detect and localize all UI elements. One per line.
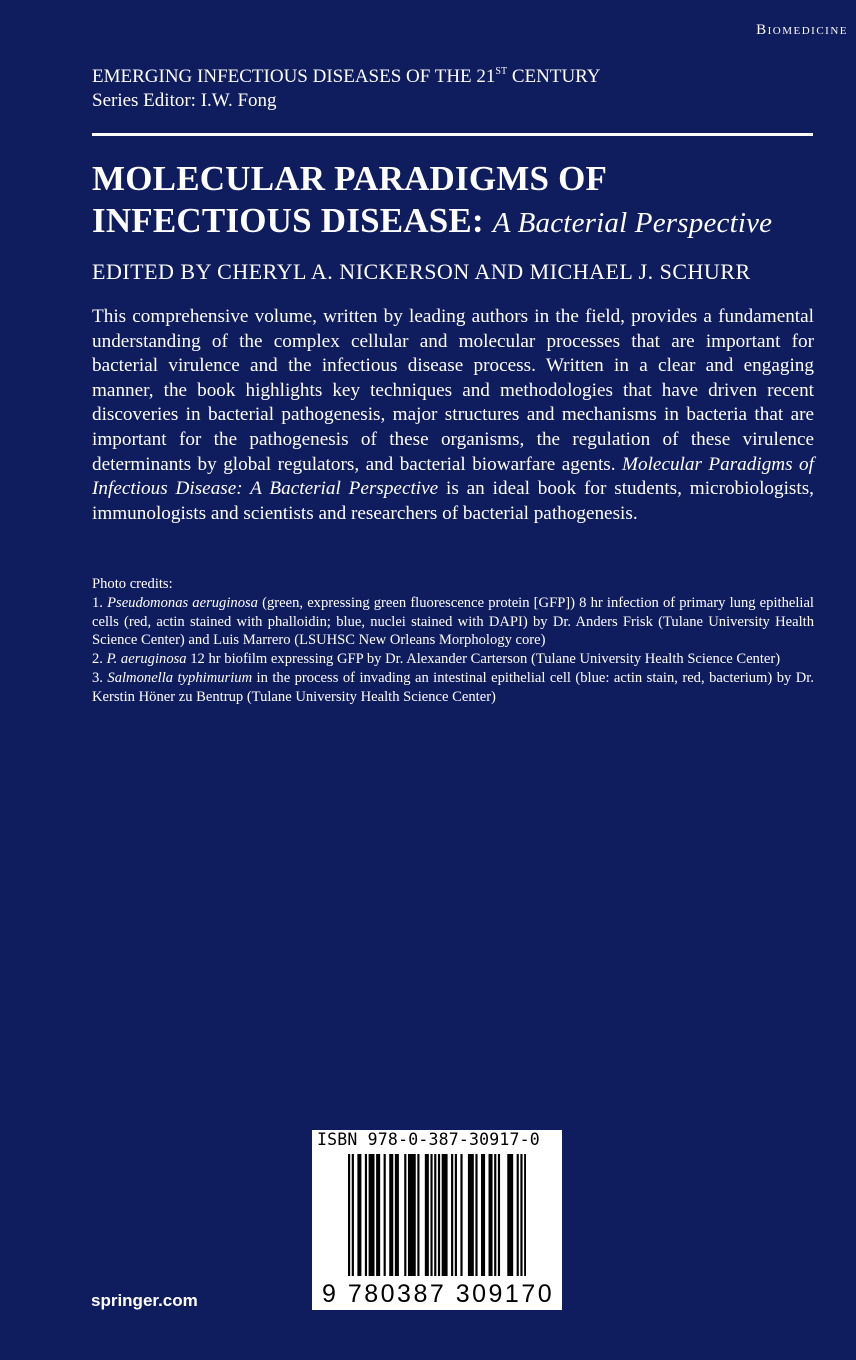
barcode-bar bbox=[489, 1154, 491, 1276]
barcode-block bbox=[312, 1130, 562, 1310]
category-label: Biomedicine bbox=[756, 22, 848, 38]
description-text-1: This comprehensive volume, written by leading authors in the field, provides a fundamental understanding of the complex cellular and molecular processes that are important for bacterial virulence and the infectious disease process. Written in a clear and engaging manner, the book highlights key techniques and methodologies that have driven recent discoveries in bacterial pathogenesis, major structures and mechanisms in bacteria that are important for the pathogenesis of these organisms, the regulation of these virulence determinants by global regulators, and bacterial biowarfare agents. bbox=[92, 306, 814, 475]
barcode-bar bbox=[391, 1154, 393, 1276]
credits-heading: Photo credits: bbox=[92, 576, 173, 592]
divider-rule bbox=[92, 133, 813, 136]
book-description bbox=[92, 305, 814, 526]
credit-number: 2. bbox=[92, 651, 107, 668]
title-main: MOLECULAR PARADIGMS OF INFECTIOUS DISEASE: bbox=[92, 159, 606, 240]
book-title bbox=[92, 158, 822, 244]
isbn-label: ISBN 978-0-387-30917-0 bbox=[317, 1130, 540, 1149]
series-name bbox=[92, 60, 601, 89]
description-book-title: Molecular Paradigms of Infectious Disease: A Bacterial Perspective bbox=[92, 453, 814, 500]
barcode-bar bbox=[444, 1154, 446, 1276]
barcode-bar bbox=[481, 1154, 483, 1276]
barcode-bar bbox=[498, 1154, 500, 1276]
barcode-bar bbox=[470, 1154, 472, 1276]
series-editor: Series Editor: I.W. Fong bbox=[92, 90, 277, 111]
barcode-bar bbox=[348, 1154, 350, 1276]
barcode-bar bbox=[509, 1154, 511, 1276]
credit-text: 12 hr biofilm expressing GFP by Dr. Alexander Carterson (Tulane University Health Science Center) bbox=[186, 651, 781, 668]
credit-species: Salmonella typhimurium bbox=[107, 669, 253, 686]
barcode-bar bbox=[425, 1154, 427, 1276]
credit-text: (green, expressing green fluorescence protein [GFP]) 8 hr infection of primary lung epithelial cells (red, actin stained with phalloidin; blue, nuclei stained with DAPI) by Dr. Anders Frisk (Tulane University Health Science Center) and Luis Marrero (LSUHSC New Orleans Morphology core) bbox=[92, 594, 814, 649]
series-name-main: EMERGING INFECTIOUS DISEASES OF THE 21 bbox=[92, 66, 496, 87]
barcode-bar bbox=[417, 1154, 419, 1276]
barcode-bar bbox=[384, 1154, 386, 1276]
barcode-bar bbox=[430, 1154, 432, 1276]
credit-species: P. aeruginosa bbox=[106, 651, 187, 668]
barcode-bar bbox=[352, 1154, 354, 1276]
barcode-bar bbox=[468, 1154, 470, 1276]
barcode-bar bbox=[378, 1154, 380, 1276]
credit-number: 1. bbox=[92, 594, 108, 611]
credit-number: 3. bbox=[92, 669, 108, 686]
credit-item bbox=[92, 669, 814, 707]
barcode-bar bbox=[445, 1154, 447, 1276]
barcode-bar bbox=[370, 1154, 372, 1276]
editors-line: EDITED BY CHERYL A. NICKERSON AND MICHAEL J. SCHURR bbox=[92, 259, 751, 284]
barcode-bar bbox=[475, 1154, 477, 1276]
barcode-bar bbox=[395, 1154, 397, 1276]
title-subtitle: A Bacterial Perspective bbox=[492, 207, 773, 239]
barcode-bar bbox=[410, 1154, 412, 1276]
barcode-bar bbox=[455, 1154, 457, 1276]
series-name-end: CENTURY bbox=[507, 66, 601, 87]
barcode-bar bbox=[434, 1154, 436, 1276]
barcode-bar bbox=[494, 1154, 496, 1276]
credit-item bbox=[92, 594, 814, 650]
barcode-bar bbox=[389, 1154, 391, 1276]
credit-species: Pseudomonas aeruginosa bbox=[107, 594, 258, 611]
barcode-bar bbox=[372, 1154, 374, 1276]
series-block bbox=[92, 60, 601, 113]
publisher-website: springer.com bbox=[91, 1291, 198, 1310]
series-name-sup: ST bbox=[495, 66, 508, 77]
barcode-bar bbox=[414, 1154, 416, 1276]
barcode-bar bbox=[357, 1154, 359, 1276]
barcode-bar bbox=[376, 1154, 378, 1276]
credit-item bbox=[92, 650, 814, 669]
barcode-bar bbox=[451, 1154, 453, 1276]
barcode-bar bbox=[483, 1154, 485, 1276]
barcode-bar bbox=[442, 1154, 444, 1276]
barcode-bar bbox=[507, 1154, 509, 1276]
barcode-bar bbox=[490, 1154, 492, 1276]
barcode-bar bbox=[408, 1154, 410, 1276]
description-text-2: is an ideal book for students, microbiologists, immunologists and scientists and researchers of bacterial pathogenesis. bbox=[92, 478, 814, 524]
barcode-bar bbox=[359, 1154, 361, 1276]
barcode-bar bbox=[517, 1154, 519, 1276]
barcode-bar bbox=[520, 1154, 522, 1276]
barcode-bar bbox=[511, 1154, 513, 1276]
barcode-bar bbox=[369, 1154, 371, 1276]
barcode-bar bbox=[397, 1154, 399, 1276]
barcode-bar bbox=[524, 1154, 526, 1276]
barcode-bar bbox=[472, 1154, 474, 1276]
barcode-bar bbox=[427, 1154, 429, 1276]
barcode-bar bbox=[460, 1154, 462, 1276]
credit-text: in the process of invading an intestinal epithelial cell (blue: actin stain, red, bacterium) by Dr. Kerstin Höner zu Bentrup (Tulane University Health Science Center) bbox=[92, 669, 814, 705]
barcode-bar bbox=[412, 1154, 414, 1276]
barcode-bar bbox=[404, 1154, 406, 1276]
barcode-bar bbox=[365, 1154, 367, 1276]
photo-credits bbox=[92, 575, 814, 707]
barcode-digits: 9 780387 309170 bbox=[322, 1280, 555, 1308]
barcode-bar bbox=[438, 1154, 440, 1276]
